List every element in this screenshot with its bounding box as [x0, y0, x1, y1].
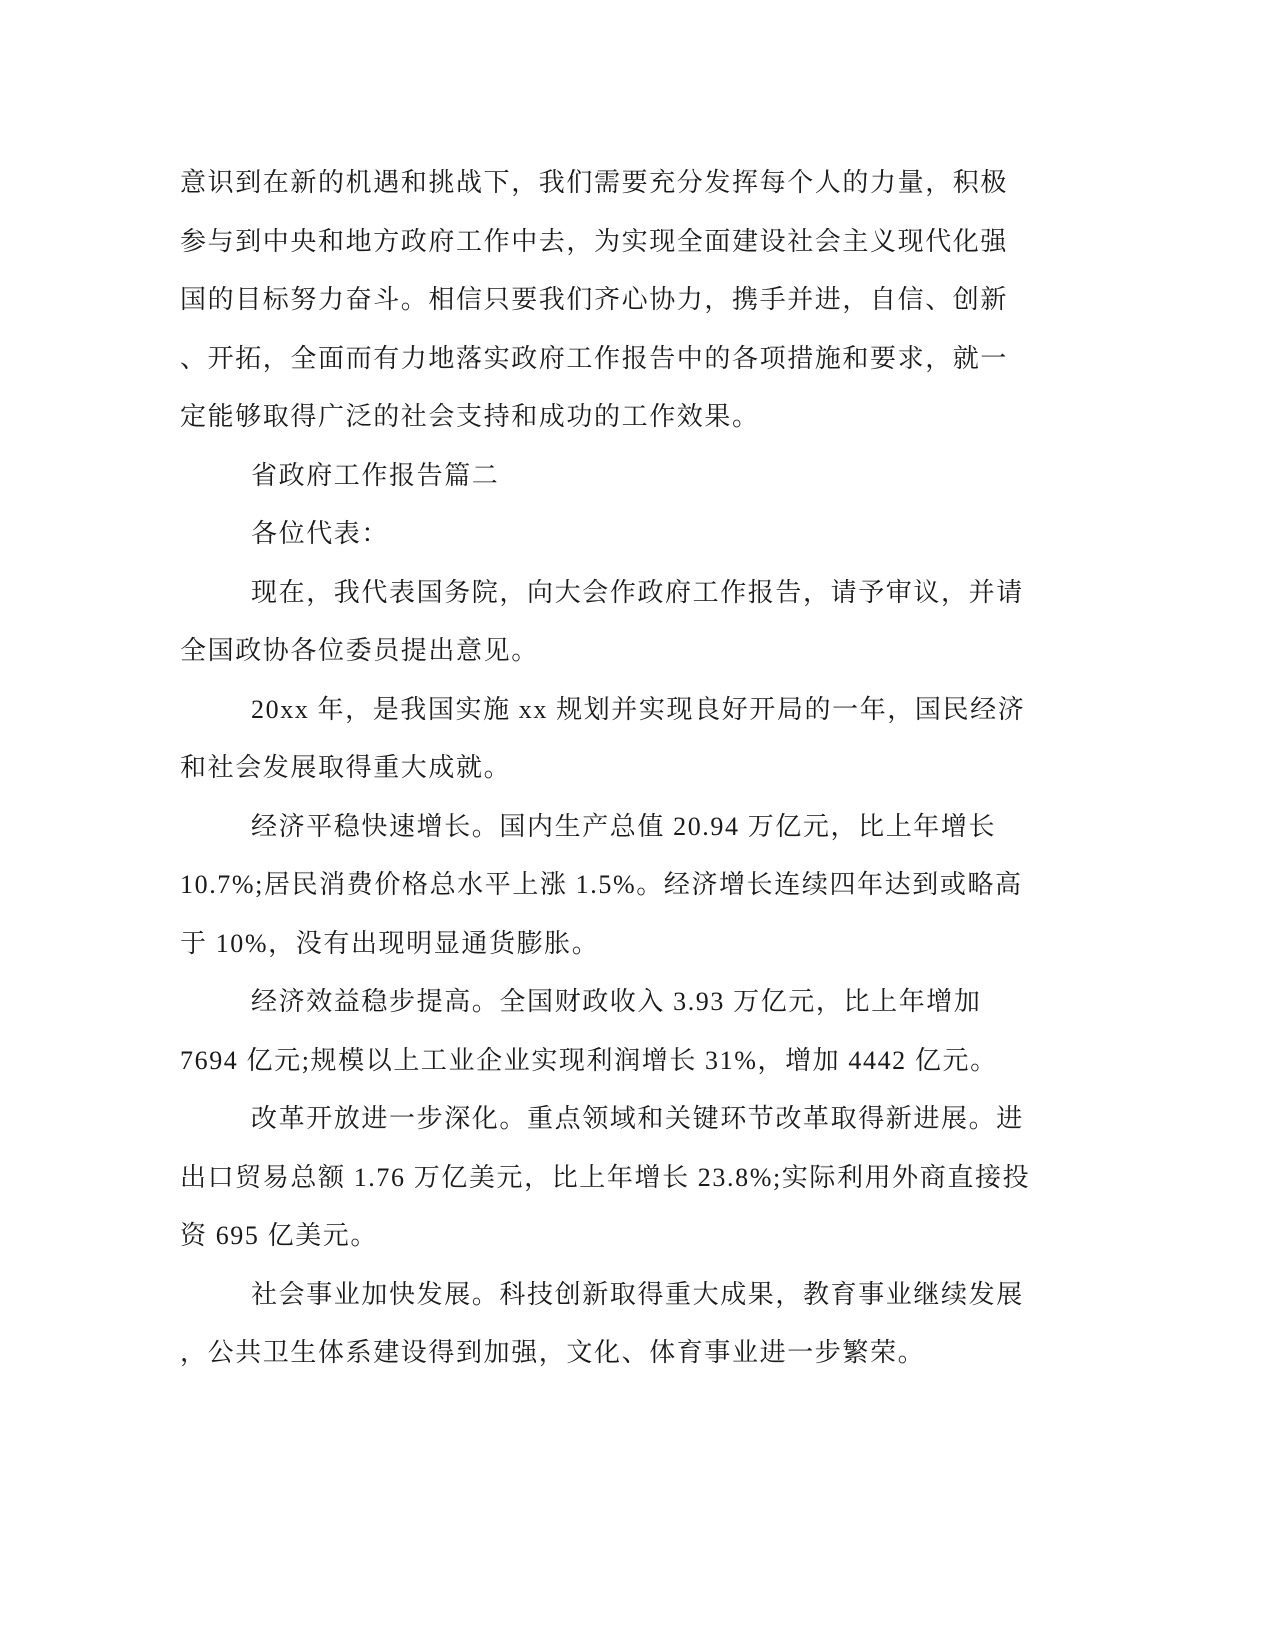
section-heading-text: 省政府工作报告篇二	[251, 460, 500, 490]
text-line: 于 10%，没有出现明显通货膨胀。	[180, 928, 600, 958]
text-line: 经济平稳快速增长。国内生产总值 20.94 万亿元，比上年增长	[251, 811, 997, 841]
text-line: ，公共卫生体系建设得到加强，文化、体育事业进一步繁荣。	[180, 1338, 926, 1367]
text-line: 全国政协各位委员提出意见。	[180, 636, 539, 665]
text-line: 定能够取得广泛的社会支持和成功的工作效果。	[180, 402, 760, 431]
text-line: 经济效益稳步提高。全国财政收入 3.93 万亿元，比上年增加	[251, 987, 982, 1016]
text-line: 意识到在新的机遇和挑战下，我们需要充分发挥每个人的力量，积极	[180, 168, 1009, 197]
text-line: 国的目标努力奋斗。相信只要我们齐心协力，携手并进，自信、创新	[180, 285, 1009, 314]
paragraph	[180, 1266, 1060, 1383]
text-line: 7694 亿元;规模以上工业企业实现利润增长 31%，增加 4442 亿元。	[180, 1045, 998, 1075]
text-line: 10.7%;居民消费价格总水平上涨 1.5%。经济增长连续四年达到或略高	[180, 870, 1023, 899]
text-line: 出口贸易总额 1.76 万亿美元，比上年增长 23.8%;实际利用外商直接投	[180, 1162, 1031, 1192]
paragraph-continuation	[180, 154, 1060, 447]
document-body	[180, 154, 1060, 1383]
salutation-text: 各位代表：	[251, 519, 390, 548]
paragraph	[180, 681, 1060, 798]
salutation	[180, 505, 1060, 564]
paragraph	[180, 798, 1060, 974]
paragraph	[180, 564, 1060, 681]
section-heading	[180, 447, 1060, 506]
text-line: 资 695 亿美元。	[180, 1221, 379, 1250]
text-line: 参与到中央和地方政府工作中去，为实现全面建设社会主义现代化强	[180, 226, 1009, 256]
paragraph	[180, 973, 1060, 1090]
text-line: 、开拓，全面而有力地落实政府工作报告中的各项措施和要求，就一	[180, 343, 1009, 373]
text-line: 改革开放进一步深化。重点领域和关键环节改革取得新进展。进	[251, 1104, 1024, 1133]
text-line: 现在，我代表国务院，向大会作政府工作报告，请予审议，并请	[251, 577, 1024, 607]
text-line: 20xx 年，是我国实施 xx 规划并实现良好开局的一年，国民经济	[251, 694, 1026, 724]
text-line: 和社会发展取得重大成就。	[180, 753, 512, 782]
text-line: 社会事业加快发展。科技创新取得重大成果，教育事业继续发展	[251, 1279, 1024, 1309]
paragraph	[180, 1090, 1060, 1266]
